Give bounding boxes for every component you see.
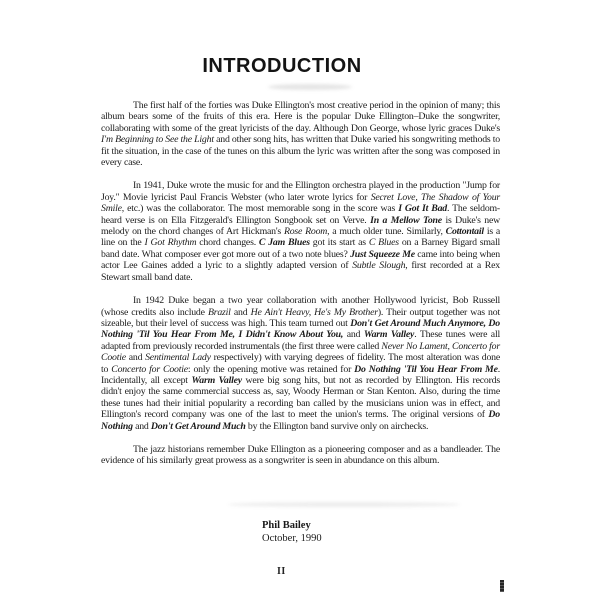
text-run: He Ain't Heavy, He's My Brother xyxy=(250,306,378,318)
text-run: In 1941, Duke wrote the music for and the Ellington orchestra played in the production "Jump for Joy." Movie lyricist Paul Francis Webster (who later wrote lyrics for xyxy=(101,180,500,203)
signature-block xyxy=(262,520,322,545)
signature-name: Phil Bailey xyxy=(262,520,311,531)
paragraph xyxy=(101,100,500,168)
text-run: chord changes. xyxy=(196,237,259,249)
text-run: I Got It Bad xyxy=(398,203,447,215)
scan-smudge xyxy=(228,502,460,507)
text-run: and xyxy=(125,352,146,364)
page-title: INTRODUCTION xyxy=(202,55,362,77)
text-run: Concerto for Cootie xyxy=(111,363,188,375)
text-run: C Jam Blues xyxy=(258,237,310,249)
text-run: Do Nothing 'Til You Hear From Me xyxy=(354,363,498,375)
text-run: and other song hits, has written that Duke varied his songwriting methods to fit the situation, in the case of the tunes on this album the lyric was written after the song was composed in every case. xyxy=(101,134,500,169)
text-run: and xyxy=(343,329,364,341)
text-run: on a Barney Bigard small band date. What composer ever got more out of a two note blues? xyxy=(101,237,500,260)
text-run: Don't Get Around Much xyxy=(150,420,246,432)
text-run: Don't Get Around Much Anymore, Do Nothing 'Til You Hear From Me, I Didn't Know About You, xyxy=(101,317,500,341)
text-run: C Blues xyxy=(368,237,399,249)
text-run: . These tunes were all adapted from previously recorded instrumentals (the first three were called xyxy=(101,329,500,352)
text-run: . The seldom-heard verse is on Ella Fitzgerald's Ellington Songbook set on Verve. xyxy=(101,203,500,226)
text-run: , a much older tune. Similarly, xyxy=(327,226,446,238)
text-run: ). Their output together was not sizeable, but their level of success was high. This team turned out xyxy=(101,306,500,329)
signature-date: October, 1990 xyxy=(262,532,322,544)
paragraph xyxy=(101,180,500,283)
paragraph xyxy=(101,444,500,467)
text-run: Secret Love, The Shadow of Your Smile, xyxy=(101,191,501,215)
text-run: The jazz historians remember Duke Ellington as a pioneering composer and as a bandleader. The evidence of his similarly great prowess as a songwriter is seen in abundance on this album. xyxy=(101,443,500,467)
paragraphs xyxy=(101,100,500,479)
text-run: I Got Rhythm xyxy=(144,237,197,249)
text-run: got its start as xyxy=(309,237,369,249)
text-run: . Incidentally, all except xyxy=(101,363,500,386)
text-run: Rose Room xyxy=(283,226,328,238)
text-run: In a Mellow Tone xyxy=(370,214,442,226)
text-run: Do Nothing xyxy=(101,409,500,432)
scan-artifact-mark xyxy=(500,580,504,592)
text-run: came into being when actor Lee Gaines added a lyric to a slightly adapted version of xyxy=(101,248,500,272)
text-run: The first half of the forties was Duke Ellington's most creative period in the opinion of many; this album bears some of the fruits of this era. Here is the popular Duke Ellington–Duke the songwriter, collaborating with some of the great lyricists of the day. Although Don George, whose lyric graces Duke's xyxy=(101,100,500,134)
text-run: is Duke's new melody on the chord changes of Art Hickman's xyxy=(101,214,500,238)
text-run: is a line on the xyxy=(101,226,500,249)
text-run: and xyxy=(132,420,151,432)
text-run: : only the opening motive was retained for xyxy=(187,363,355,375)
text-run: Cottontail xyxy=(445,226,484,238)
text-run: respectively) with varying degrees of fidelity. The most alteration was done to xyxy=(101,352,500,375)
text-run: In 1942 Duke began a two year collaboration with another Hollywood lyricist, Bob Russell (whose credits also include xyxy=(101,295,500,318)
text-run: Warm Valley xyxy=(191,374,242,386)
text-run: Just Squeeze Me xyxy=(350,248,415,260)
page-number: II xyxy=(277,566,286,577)
text-run: Sentimental Lady xyxy=(145,352,211,364)
text-run: Brazil xyxy=(207,306,231,318)
paragraph xyxy=(101,295,500,432)
text-run: and xyxy=(230,306,251,318)
text-run: Never No Lament, Concerto for Cootie xyxy=(101,340,500,364)
text-run: Subtle Slough xyxy=(352,260,406,272)
text-run: etc.) was the collaborator. The most memorable song in the score was xyxy=(124,203,399,215)
text-run: by the Ellington band survive only on airchecks. xyxy=(245,420,429,432)
text-run: I'm Beginning to See the Light xyxy=(101,134,214,146)
text-run: , first recorded at a Rex Stewart small band date. xyxy=(101,260,500,283)
text-run: were big song hits, but not as recorded by Ellington. His records didn't enjoy the same commercial success as, say, Woody Herman or Stan Kenton. Also, during the time these tunes had their initial popularity a recording ban called by the musicians union was in effect, and Ellington's record company was one of the last to meet the union's terms. The original versions of xyxy=(101,374,500,421)
scan-smudge xyxy=(268,84,352,90)
text-run: Warm Valley xyxy=(363,329,415,341)
